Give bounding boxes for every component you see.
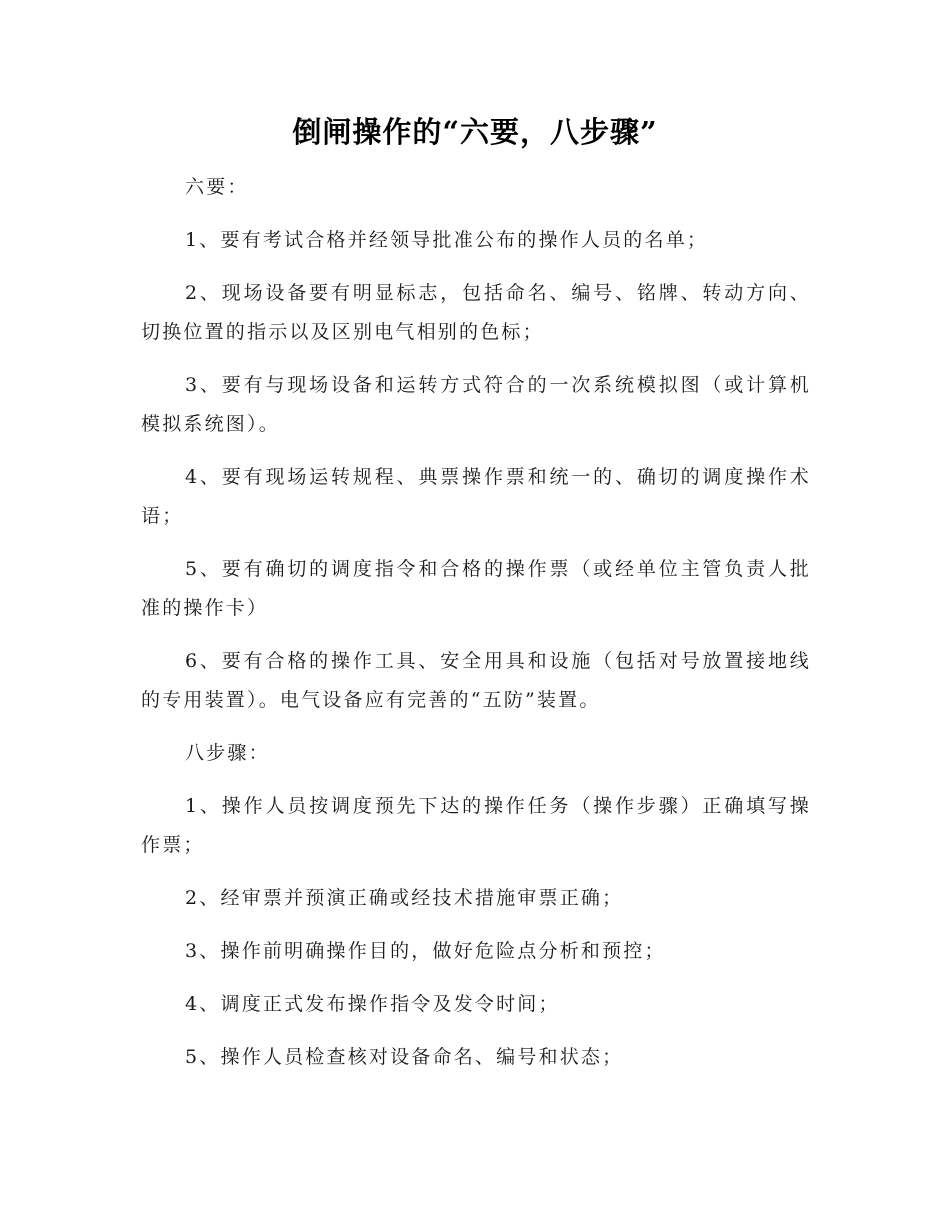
document-title: 倒闸操作的“六要，八步骤” — [292, 115, 658, 149]
six-requirements-item-5: 5、要有确切的调度指令和合格的操作票（或经单位主管负责人批准的操作卡） — [141, 558, 811, 619]
six-requirements-item-2: 2、现场设备要有明显标志，包括命名、编号、铭牌、转动方向、切换位置的指示以及区别电气相别的色标； — [141, 282, 811, 343]
eight-steps-heading: 八步骤： — [185, 742, 270, 764]
six-requirements-item-3: 3、要有与现场设备和运转方式符合的一次系统模拟图（或计算机模拟系统图）。 — [141, 374, 811, 435]
six-requirements-item-1: 1、要有考试合格并经领导批准公布的操作人员的名单； — [185, 229, 709, 251]
six-requirements-item-6: 6、要有合格的操作工具、安全用具和设施（包括对号放置接地线的专用装置）。电气设备应有完善的“五防”装置。 — [141, 650, 811, 711]
eight-steps-item-3: 3、操作前明确操作目的，做好危险点分析和预控； — [185, 940, 666, 962]
eight-steps-item-2: 2、经审票并预演正确或经技术措施审票正确； — [185, 887, 624, 909]
eight-steps-item-1: 1、操作人员按调度预先下达的操作任务（操作步骤）正确填写操作票； — [141, 795, 811, 856]
eight-steps-item-5: 5、操作人员检查核对设备命名、编号和状态； — [185, 1046, 624, 1068]
six-requirements-item-4: 4、要有现场运转规程、典票操作票和统一的、确切的调度操作术语； — [141, 466, 811, 527]
document-body — [141, 168, 811, 1091]
six-requirements-heading: 六要： — [185, 176, 249, 198]
eight-steps-item-4: 4、调度正式发布操作指令及发令时间； — [185, 993, 560, 1015]
